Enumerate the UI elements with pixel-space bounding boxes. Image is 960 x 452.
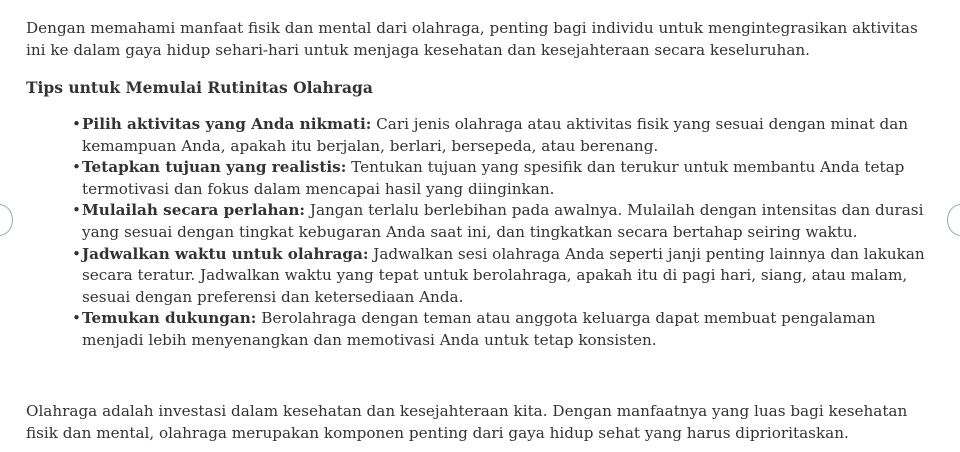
list-item bbox=[72, 157, 938, 200]
tip-text: Cari jenis olahraga atau aktivitas fisik yang sesuai dengan minat dan kemampuan Anda, apakah itu berjalan, berlari, bersepeda, atau berenang. bbox=[82, 115, 909, 155]
tip-text: Jadwalkan sesi olahraga Anda seperti janji penting lainnya dan lakukan secara teratur. Jadwalkan waktu yang tepat untuk berolahraga, apakah itu di pagi hari, siang, atau malam, sesuai dengan preferensi dan ketersediaan Anda. bbox=[82, 244, 925, 306]
bullet-icon: • bbox=[72, 309, 81, 328]
section-heading: Tips untuk Memulai Rutinitas Olahraga bbox=[26, 78, 373, 97]
tip-text: Tentukan tujuan yang spesifik dan terukur untuk membantu Anda tetap termotivasi dan fokus dalam mencapai hasil yang diinginkan. bbox=[82, 158, 905, 198]
bullet-icon: • bbox=[72, 158, 81, 177]
tip-text: Berolahraga dengan teman atau anggota keluarga dapat membuat pengalaman menjadi lebih menyenangkan dan memotivasi Anda untuk tetap konsisten. bbox=[82, 309, 876, 349]
list-item bbox=[72, 200, 938, 243]
previous-page-button[interactable] bbox=[0, 204, 13, 236]
tip-title: Jadwalkan waktu untuk olahraga: bbox=[82, 244, 369, 263]
tips-list bbox=[72, 114, 938, 352]
next-page-button[interactable] bbox=[947, 204, 960, 236]
bullet-icon: • bbox=[72, 115, 81, 133]
list-item bbox=[72, 244, 938, 309]
list-item bbox=[72, 308, 938, 351]
tip-title: Mulailah secara perlahan: bbox=[82, 201, 306, 220]
tip-text: Jangan terlalu berlebihan pada awalnya. Mulailah dengan intensitas dan durasi yang sesuai dengan tingkat kebugaran Anda saat ini, dan tingkatkan secara bertahap seiring waktu. bbox=[82, 201, 924, 241]
bullet-icon: • bbox=[72, 201, 81, 220]
tip-title: Tetapkan tujuan yang realistis: bbox=[82, 158, 347, 177]
tip-title: Pilih aktivitas yang Anda nikmati: bbox=[82, 115, 372, 133]
outro-paragraph: Olahraga adalah investasi dalam kesehatan dan kesejahteraan kita. Dengan manfaatnya yang luas bagi kesehatan fisik dan mental, olahraga merupakan komponen penting dari gaya hidup sehat yang harus diprioritaskan. bbox=[26, 402, 908, 442]
tip-title: Temukan dukungan: bbox=[82, 309, 257, 328]
list-item bbox=[72, 114, 938, 157]
bullet-icon: • bbox=[72, 244, 81, 263]
intro-paragraph: Dengan memahami manfaat fisik dan mental dari olahraga, penting bagi individu untuk mengintegrasikan aktivitas ini ke dalam gaya hidup sehari-hari untuk menjaga kesehatan dan kesejahteraan secara keseluruhan. bbox=[26, 19, 918, 59]
